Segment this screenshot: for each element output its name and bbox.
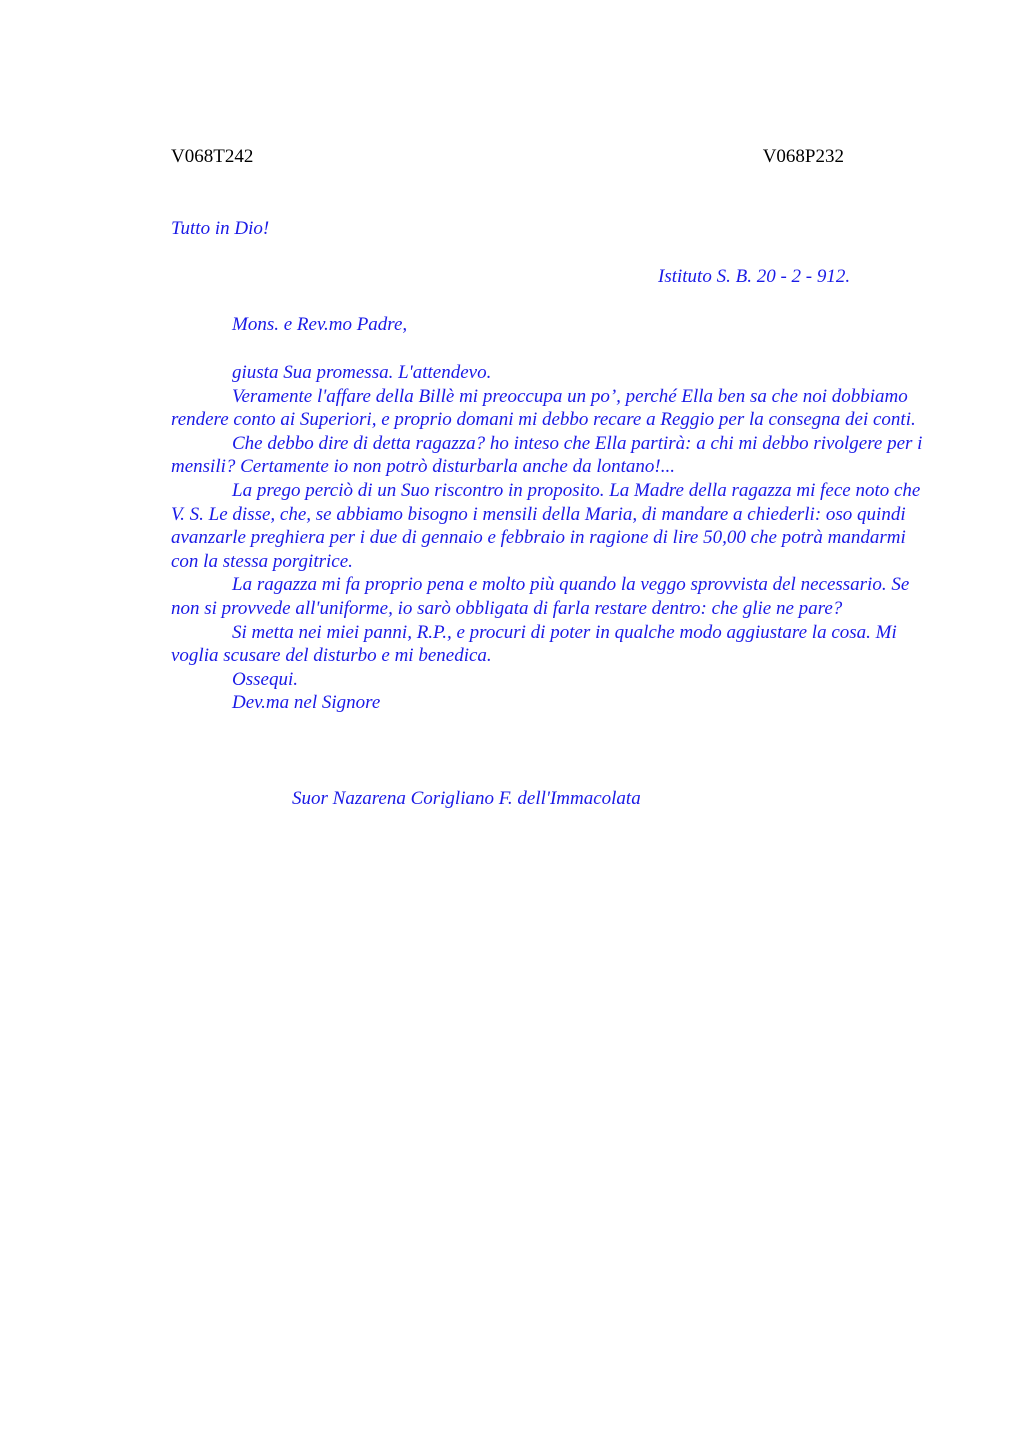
signature: Suor Nazarena Corigliano F. dell'Immacolata	[292, 788, 641, 809]
closing-greeting: Ossequi.	[232, 668, 298, 690]
paragraph: La prego perciò di un Suo riscontro in proposito. La Madre della ragazza mi fece noto che V. S. Le disse, che, se abbiamo bisogno i mensili della Maria, di mandare a chiederli: oso quindi avanzarle preghiera per i due di gennaio e febbraio in ragione di lire 50,00 che potrà mandarmi con la stessa porgitrice.	[171, 479, 921, 572]
closing-formula: Dev.ma nel Signore	[232, 692, 381, 714]
place-date: Istituto S. B. 20 - 2 - 912.	[658, 266, 851, 287]
left-reference-code: V068T242	[171, 146, 254, 167]
paragraph: Veramente l'affare della Billè mi preoccupa un po’, perché Ella ben sa che noi dobbiamo rendere conto ai Superiori, e proprio domani mi debbo recare a Reggio per la consegna dei conti.	[171, 385, 916, 431]
paragraph: Si metta nei miei panni, R.P., e procuri di poter in qualche modo aggiustare la cosa. Mi voglia scusare del disturbo e mi benedica.	[171, 621, 897, 667]
paragraph: Che debbo dire di detta ragazza? ho inteso che Ella partirà: a chi mi debbo rivolgere per i mensili? Certamente io non potrò disturbarla anche da lontano!...	[171, 432, 923, 478]
document-header	[171, 146, 844, 172]
letter-body	[171, 361, 926, 715]
invocation: Tutto in Dio!	[171, 218, 270, 239]
paragraph: La ragazza mi fa proprio pena e molto più quando la veggo sprovvista del necessario. Se non si provvede all'uniforme, io sarò obbligata di farla restare dentro: che glie ne pare?	[171, 574, 910, 619]
paragraph: giusta Sua promessa. L'attendevo.	[232, 362, 492, 383]
address-line: Mons. e Rev.mo Padre,	[232, 314, 408, 335]
right-reference-code: V068P232	[762, 146, 844, 167]
